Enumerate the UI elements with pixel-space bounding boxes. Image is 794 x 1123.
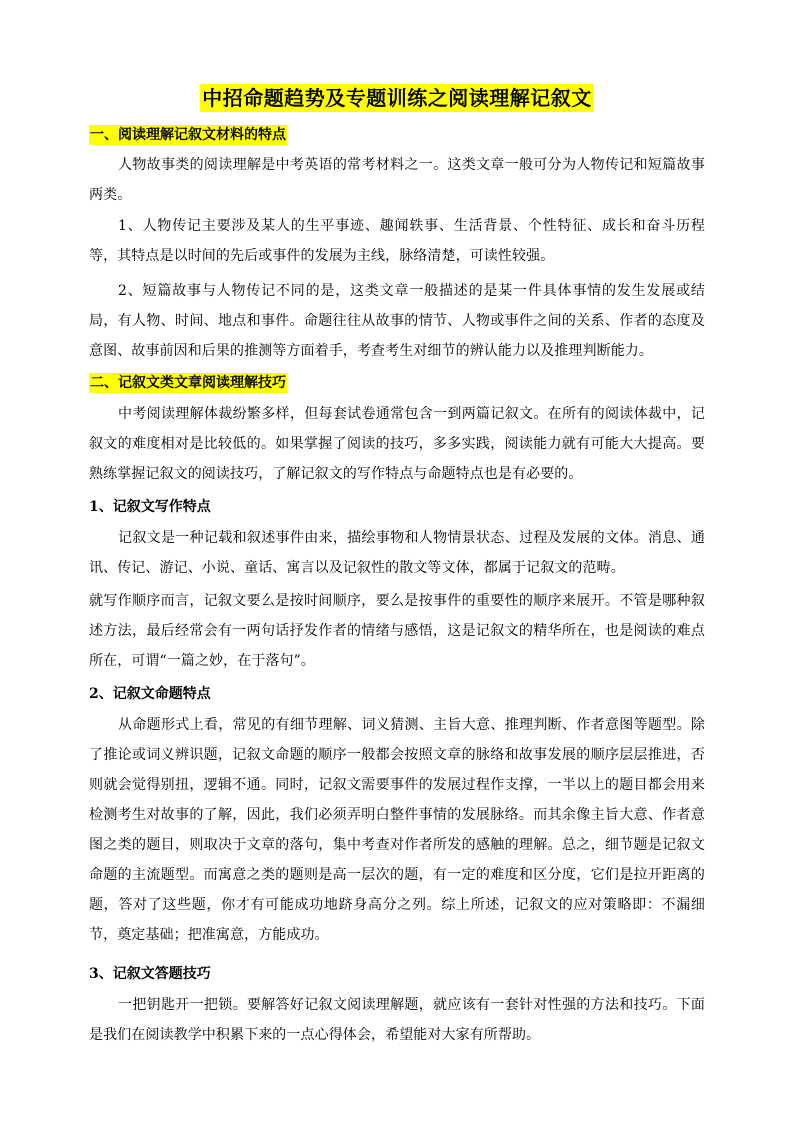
section2-paragraph-1: 中考阅读理解体裁纷繁多样，但每套试卷通常包含一到两篇记叙文。在所有的阅读体裁中，记叙文的难度相对是比较低的。如果掌握了阅读的技巧，多多实践，阅读能力就有可能大大提高。要熟练掌握记叙文的阅读技巧，了解记叙文的写作特点与命题特点也是有必要的。 (89, 406, 705, 482)
document-title: 中招命题趋势及专题训练之阅读理解记叙文 (202, 86, 592, 110)
subsection3-heading: 3、记叙文答题技巧 (89, 966, 211, 982)
section1-paragraph-2: 1、人物传记主要涉及某人的生平事迹、趣闻轶事、生活背景、个性特征、成长和奋斗历程等，其特点是以时间的先后或事件的发展为主线，脉络清楚，可读性较强。 (89, 218, 705, 264)
subsection1-paragraph-2: 就写作顺序而言，记叙文要么是按时间顺序，要么是按事件的重要性的顺序来展开。不管是哪种叙述方法，最后经常会有一两句话抒发作者的情绪与感悟，这是记叙文的精华所在，也是阅读的难点所在，可谓“一篇之妙，在于落句”。 (89, 593, 705, 669)
subsection1-heading: 1、记叙文写作特点 (89, 499, 211, 515)
section1-paragraph-1: 人物故事类的阅读理解是中考英语的常考材料之一。这类文章一般可分为人物传记和短篇故事两类。 (89, 157, 705, 203)
title-container (0, 84, 794, 112)
subsection2-paragraph-1: 从命题形式上看，常见的有细节理解、词义猜测、主旨大意、推理判断、作者意图等题型。除了推论或词义辨识题，记叙文命题的顺序一般都会按照文章的脉络和故事发展的顺序层层推进，否则就会觉得别扭，逻辑不通。同时，记叙文需要事件的发展过程作支撑，一半以上的题目都会用来检测考生对故事的了解，因此，我们必须弄明白整件事情的发展脉络。而其余像主旨大意、作者意图之类的题目，则取决于文章的落句，集中考查对作者所发的感触的理解。总之，细节题是记叙文命题的主流题型。而寓意之类的题则是高一层次的题，有一定的难度和区分度，它们是拉开距离的题，答对了这些题，你才有可能成功地跻身高分之列。综上所述，记叙文的应对策略即：不漏细节，奠定基础；把准寓意，方能成功。 (89, 717, 705, 943)
section2-heading: 二、记叙文类文章阅读理解技巧 (90, 375, 286, 391)
subsection2-heading: 2、记叙文命题特点 (89, 686, 211, 702)
section1-paragraph-3: 2、短篇故事与人物传记不同的是，这类文章一般描述的是某一件具体事情的发生发展或结局，有人物、时间、地点和事件。命题往往从故事的情节、人物或事件之间的关系、作者的态度及意图、故事前因和后果的推测等方面着手，考查考生对细节的辨认能力以及推理判断能力。 (89, 283, 705, 359)
section1-heading: 一、阅读理解记叙文材料的特点 (90, 127, 286, 143)
subsection1-paragraph-1: 记叙文是一种记载和叙述事件由来，描绘事物和人物情景状态、过程及发展的文体。消息、通讯、传记、游记、小说、童话、寓言以及记叙性的散文等文体，都属于记叙文的范畴。 (89, 530, 705, 576)
subsection3-paragraph-1: 一把钥匙开一把锁。要解答好记叙文阅读理解题，就应该有一套针对性强的方法和技巧。下面是我们在阅读教学中积累下来的一点心得体会，希望能对大家有所帮助。 (89, 997, 705, 1043)
